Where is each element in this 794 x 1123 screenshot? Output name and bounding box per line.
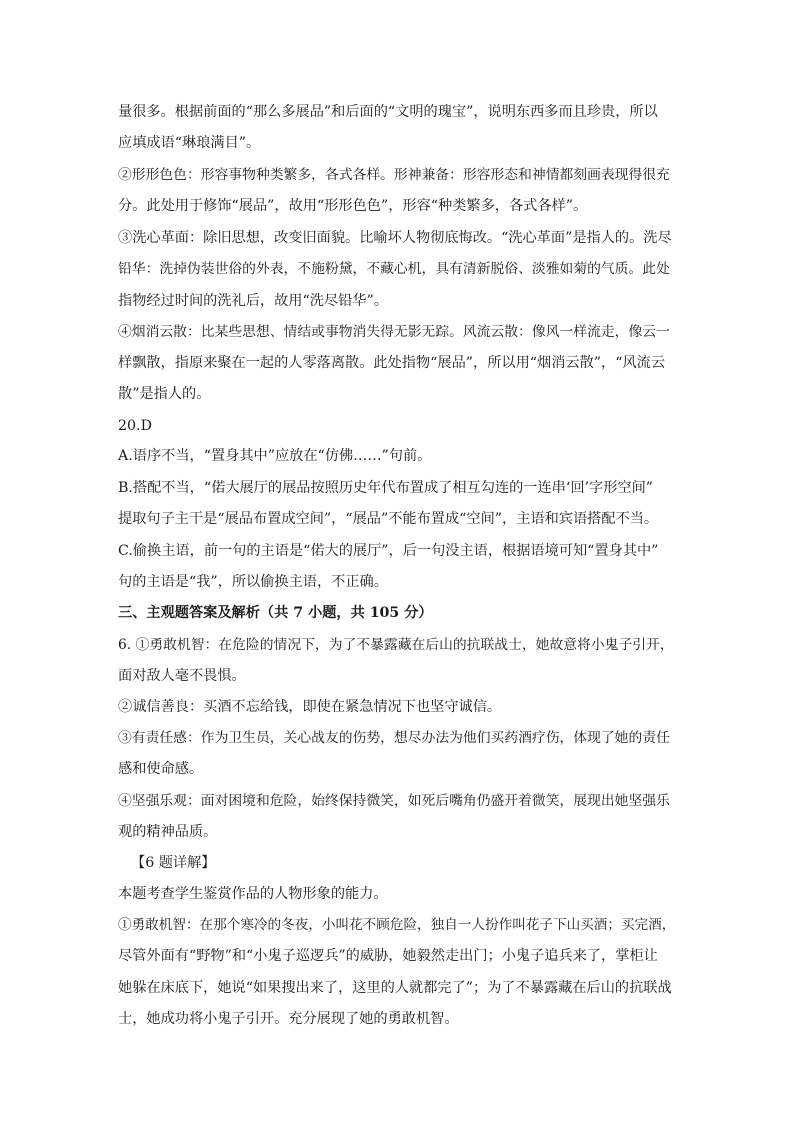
- subsection-heading: 【6 题详解】: [131, 855, 216, 871]
- text-line: B.搭配不当，“偌大展厅的展品按照历史年代布置成了相互勾连的一连串‘回’字形空间”: [118, 480, 654, 496]
- text-line: ③洗心革面：除旧思想，改变旧面貌。比喻坏人物彻底悔改。“洗心革面”是指人的。洗尽: [118, 230, 672, 246]
- text-line: A.语序不当，“置身其中”应放在“仿佛……”句前。: [118, 448, 432, 464]
- text-line: 观的精神品质。: [118, 824, 218, 840]
- text-line: ④烟消云散：比某些思想、情结或事物消失得无影无踪。风流云散：像风一样流走，像云一: [118, 324, 670, 340]
- text-line: 指物经过时间的洗礼后，故用“洗尽铅华”。: [118, 293, 388, 309]
- text-line: 散”是指人的。: [118, 386, 211, 402]
- text-line: 6. ①勇敢机智：在危险的情况下，为了不暴露藏在后山的抗联战士，她故意将小鬼子引开，: [118, 637, 674, 653]
- text-line: ③有责任感：作为卫生员，关心战友的伤势，想尽办法为他们买药酒疗伤，体现了她的责任: [118, 730, 670, 746]
- section-heading: 三、主观题答案及解析（共 7 小题，共 105 分）: [118, 605, 433, 621]
- text-line: 句的主语是“我”，所以偷换主语，不正确。: [118, 574, 388, 590]
- text-line: 样飘散，指原来聚在一起的人零落离散。此处指物“展品”，所以用“烟消云散”，“风流云: [118, 355, 666, 371]
- text-line: 本题考查学生鉴赏作品的人物形象的能力。: [118, 886, 388, 902]
- text-line: 她躲在床底下，她说“如果搜出来了，这里的人就都完了”；为了不暴露藏在后山的抗联战: [118, 980, 672, 996]
- text-line: 量很多。根据前面的“那么多展品”和后面的“文明的瑰宝”，说明东西多而且珍贵，所以: [118, 104, 658, 120]
- text-line: C.偷换主语，前一句的主语是“偌大的展厅”，后一句没主语，根据语境可知“置身其中”: [118, 543, 659, 559]
- text-line: ①勇敢机智：在那个寒冷的冬夜，小叫花不顾危险，独自一人扮作叫花子下山买酒；买完酒，: [118, 917, 676, 933]
- text-line: 铅华：洗掉伪装世俗的外表，不施粉黛，不藏心机，具有清新脱俗、淡雅如菊的气质。此处: [118, 261, 670, 277]
- text-line: 分。此处用于修饰“展品”，故用“形形色色”，形容“种类繁多，各式各样”。: [118, 198, 588, 214]
- text-line: 提取句子主干是“展品布置成空间”，“展品”不能布置成“空间”，主语和宾语搭配不当。: [118, 511, 659, 527]
- text-line: 尽管外面有“野物”和“小鬼子巡逻兵”的威胁，她毅然走出门；小鬼子追兵来了，掌柜让: [118, 948, 658, 964]
- text-line: ②诚信善良：买酒不忘给钱，即使在紧急情况下也坚守诚信。: [118, 699, 502, 715]
- text-line: ②形形色色：形容事物种类繁多，各式各样。形神兼备：形容形态和神情都刻画表现得很充: [118, 167, 670, 183]
- text-line: 面对敌人毫不畏惧。: [118, 668, 246, 684]
- text-line: 应填成语“琳琅满目”。: [118, 135, 261, 151]
- text-line: ④坚强乐观：面对困境和危险，始终保持微笑，如死后嘴角仍盛开着微笑，展现出她坚强乐: [118, 793, 670, 809]
- text-line: 感和使命感。: [118, 761, 204, 777]
- question-number: 20.D: [118, 418, 152, 434]
- text-line: 士，她成功将小鬼子引开。充分展现了她的勇敢机智。: [118, 1011, 459, 1027]
